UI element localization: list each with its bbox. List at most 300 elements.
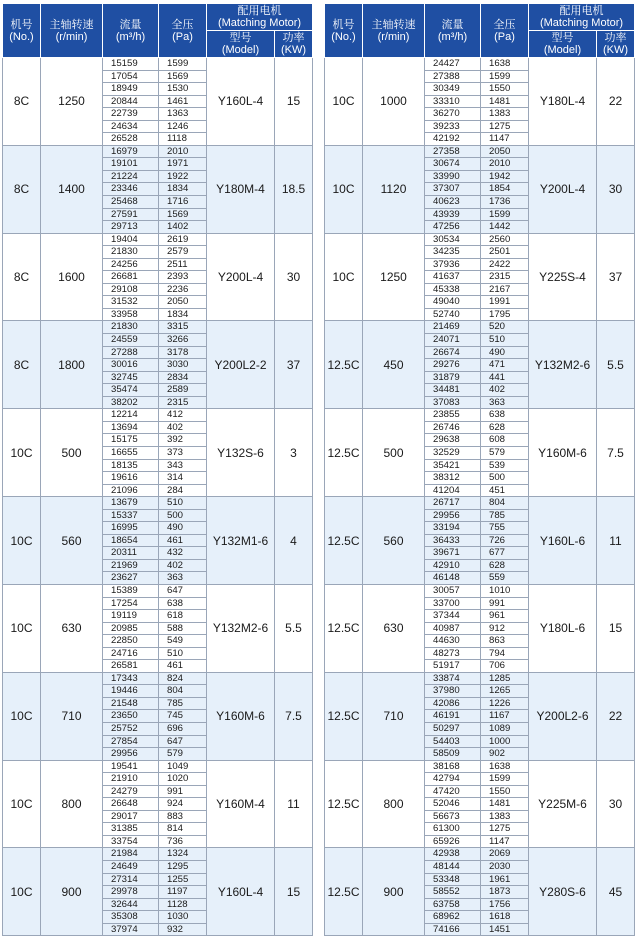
pressure-cell: 1530 — [159, 83, 207, 96]
pressure-cell: 755 — [481, 522, 529, 535]
flow-cell: 52046 — [425, 798, 481, 811]
power-cell: 30 — [275, 233, 313, 321]
pressure-cell: 3030 — [159, 359, 207, 372]
flow-cell: 19541 — [103, 760, 159, 773]
flow-cell: 33310 — [425, 95, 481, 108]
pressure-cell: 1618 — [481, 911, 529, 924]
pressure-cell: 1383 — [481, 810, 529, 823]
flow-cell: 41204 — [425, 484, 481, 497]
power-cell: 22 — [597, 58, 635, 146]
pressure-cell: 1550 — [481, 785, 529, 798]
pressure-cell: 1461 — [159, 95, 207, 108]
flow-cell: 24559 — [103, 334, 159, 347]
pressure-cell: 510 — [481, 334, 529, 347]
flow-cell: 17343 — [103, 672, 159, 685]
header-flow: 流量 (m³/h) — [425, 4, 481, 58]
flow-cell: 23627 — [103, 572, 159, 585]
flow-cell: 23346 — [103, 183, 159, 196]
header-motor-model: 型号 (Model) — [529, 31, 597, 58]
pressure-cell: 1049 — [159, 760, 207, 773]
motor-model-cell: Y225S-4 — [529, 233, 597, 321]
pressure-cell: 1147 — [481, 835, 529, 848]
flow-cell: 32745 — [103, 371, 159, 384]
pressure-cell: 1599 — [159, 58, 207, 71]
model-no-cell: 8C — [3, 233, 41, 321]
flow-cell: 37936 — [425, 258, 481, 271]
flow-cell: 49040 — [425, 296, 481, 309]
pressure-cell: 1961 — [481, 873, 529, 886]
flow-cell: 26648 — [103, 798, 159, 811]
flow-cell: 34481 — [425, 384, 481, 397]
speed-cell: 500 — [41, 409, 103, 497]
flow-cell: 31879 — [425, 371, 481, 384]
pressure-cell: 1275 — [481, 823, 529, 836]
pressure-cell: 441 — [481, 371, 529, 384]
flow-cell: 24634 — [103, 120, 159, 133]
table-row — [325, 760, 635, 773]
pressure-cell: 2010 — [159, 145, 207, 158]
flow-cell: 16979 — [103, 145, 159, 158]
pressure-cell: 510 — [159, 647, 207, 660]
model-no-cell: 8C — [3, 321, 41, 409]
power-cell: 5.5 — [597, 321, 635, 409]
flow-cell: 27358 — [425, 145, 481, 158]
pressure-cell: 510 — [159, 497, 207, 510]
pressure-cell: 471 — [481, 359, 529, 372]
flow-cell: 24071 — [425, 334, 481, 347]
flow-cell: 43939 — [425, 208, 481, 221]
power-cell: 3 — [275, 409, 313, 497]
flow-cell: 54403 — [425, 735, 481, 748]
pressure-cell: 1265 — [481, 685, 529, 698]
pressure-cell: 1226 — [481, 697, 529, 710]
table-header — [3, 4, 313, 58]
flow-cell: 37974 — [103, 923, 159, 936]
pressure-cell: 2167 — [481, 283, 529, 296]
motor-model-cell: Y132M2-6 — [207, 584, 275, 672]
pressure-cell: 961 — [481, 610, 529, 623]
motor-model-cell: Y200L2-2 — [207, 321, 275, 409]
flow-cell: 24649 — [103, 861, 159, 874]
flow-cell: 45338 — [425, 283, 481, 296]
flow-cell: 36433 — [425, 534, 481, 547]
pressure-cell: 1118 — [159, 133, 207, 146]
power-cell: 11 — [597, 497, 635, 585]
flow-cell: 29276 — [425, 359, 481, 372]
pressure-cell: 2236 — [159, 283, 207, 296]
flow-cell: 20985 — [103, 622, 159, 635]
flow-cell: 31532 — [103, 296, 159, 309]
motor-model-cell: Y132S-6 — [207, 409, 275, 497]
pressure-cell: 824 — [159, 672, 207, 685]
left-performance-table — [2, 3, 312, 936]
flow-cell: 24256 — [103, 258, 159, 271]
pressure-cell: 1030 — [159, 911, 207, 924]
pressure-cell: 677 — [481, 547, 529, 560]
flow-cell: 46191 — [425, 710, 481, 723]
flow-cell: 29713 — [103, 221, 159, 234]
flow-cell: 20844 — [103, 95, 159, 108]
speed-cell: 1800 — [41, 321, 103, 409]
table-row — [3, 145, 313, 158]
table-row — [325, 497, 635, 510]
flow-cell: 30349 — [425, 83, 481, 96]
pressure-cell: 549 — [159, 635, 207, 648]
pressure-cell: 726 — [481, 534, 529, 547]
pressure-cell: 363 — [159, 572, 207, 585]
right-performance-table — [324, 3, 634, 936]
speed-cell: 1600 — [41, 233, 103, 321]
flow-cell: 33958 — [103, 308, 159, 321]
table-row — [325, 145, 635, 158]
motor-model-cell: Y200L2-6 — [529, 672, 597, 760]
pressure-cell: 912 — [481, 622, 529, 635]
speed-cell: 1400 — [41, 145, 103, 233]
pressure-cell: 1481 — [481, 798, 529, 811]
pressure-cell: 343 — [159, 459, 207, 472]
flow-cell: 41637 — [425, 271, 481, 284]
flow-cell: 27591 — [103, 208, 159, 221]
table-row — [325, 584, 635, 597]
pressure-cell: 2619 — [159, 233, 207, 246]
pressure-cell: 3315 — [159, 321, 207, 334]
pressure-cell: 1834 — [159, 308, 207, 321]
pressure-cell: 1285 — [481, 672, 529, 685]
flow-cell: 40623 — [425, 196, 481, 209]
model-no-cell: 10C — [325, 145, 363, 233]
pressure-cell: 314 — [159, 472, 207, 485]
motor-model-cell: Y160M-4 — [207, 760, 275, 848]
power-cell: 5.5 — [275, 584, 313, 672]
flow-cell: 16995 — [103, 522, 159, 535]
flow-cell: 25752 — [103, 722, 159, 735]
pressure-cell: 1599 — [481, 70, 529, 83]
power-cell: 4 — [275, 497, 313, 585]
power-cell: 30 — [597, 760, 635, 848]
pressure-cell: 1128 — [159, 898, 207, 911]
flow-cell: 47420 — [425, 785, 481, 798]
header-power: 功率 (KW) — [597, 31, 635, 58]
table-body — [325, 58, 635, 936]
model-no-cell: 10C — [3, 497, 41, 585]
pressure-cell: 618 — [159, 610, 207, 623]
model-no-cell: 12.5C — [325, 848, 363, 936]
flow-cell: 65926 — [425, 835, 481, 848]
pressure-cell: 1550 — [481, 83, 529, 96]
header-model-no: 机号 (No.) — [3, 4, 41, 58]
flow-cell: 53348 — [425, 873, 481, 886]
flow-cell: 39671 — [425, 547, 481, 560]
flow-cell: 30674 — [425, 158, 481, 171]
speed-cell: 500 — [363, 409, 425, 497]
pressure-cell: 2560 — [481, 233, 529, 246]
motor-model-cell: Y180L-4 — [529, 58, 597, 146]
pressure-cell: 1275 — [481, 120, 529, 133]
speed-cell: 630 — [363, 584, 425, 672]
flow-cell: 42794 — [425, 773, 481, 786]
speed-cell: 560 — [363, 497, 425, 585]
pressure-cell: 520 — [481, 321, 529, 334]
pressure-cell: 1255 — [159, 873, 207, 886]
power-cell: 22 — [597, 672, 635, 760]
flow-cell: 15389 — [103, 584, 159, 597]
power-cell: 7.5 — [597, 409, 635, 497]
header-matching-motor: 配用电机 (Matching Motor) — [207, 4, 313, 31]
flow-cell: 51917 — [425, 660, 481, 673]
pressure-cell: 1481 — [481, 95, 529, 108]
header-speed: 主轴转速 (r/min) — [363, 4, 425, 58]
pressure-cell: 785 — [159, 697, 207, 710]
flow-cell: 24716 — [103, 647, 159, 660]
pressure-cell: 402 — [159, 421, 207, 434]
model-no-cell: 10C — [3, 672, 41, 760]
table-row — [3, 58, 313, 71]
pressure-cell: 932 — [159, 923, 207, 936]
pressure-cell: 1569 — [159, 70, 207, 83]
motor-model-cell: Y160M-6 — [529, 409, 597, 497]
flow-cell: 29108 — [103, 283, 159, 296]
pressure-cell: 402 — [159, 559, 207, 572]
flow-cell: 21910 — [103, 773, 159, 786]
flow-cell: 52740 — [425, 308, 481, 321]
motor-model-cell: Y200L-4 — [207, 233, 275, 321]
flow-cell: 19119 — [103, 610, 159, 623]
flow-cell: 50297 — [425, 722, 481, 735]
flow-cell: 42086 — [425, 697, 481, 710]
flow-cell: 15175 — [103, 434, 159, 447]
flow-cell: 17054 — [103, 70, 159, 83]
power-cell: 15 — [275, 848, 313, 936]
pressure-cell: 804 — [481, 497, 529, 510]
pressure-cell: 1383 — [481, 108, 529, 121]
pressure-cell: 500 — [159, 509, 207, 522]
flow-cell: 19616 — [103, 472, 159, 485]
flow-cell: 29956 — [425, 509, 481, 522]
model-no-cell: 10C — [325, 58, 363, 146]
model-no-cell: 8C — [3, 58, 41, 146]
pressure-cell: 2834 — [159, 371, 207, 384]
flow-cell: 19404 — [103, 233, 159, 246]
header-pressure: 全压 (Pa) — [159, 4, 207, 58]
flow-cell: 42192 — [425, 133, 481, 146]
model-no-cell: 12.5C — [325, 760, 363, 848]
pressure-cell: 1756 — [481, 898, 529, 911]
table-row — [3, 584, 313, 597]
header-matching-motor: 配用电机 (Matching Motor) — [529, 4, 635, 31]
power-cell: 18.5 — [275, 145, 313, 233]
flow-cell: 29017 — [103, 810, 159, 823]
speed-cell: 800 — [41, 760, 103, 848]
pressure-cell: 814 — [159, 823, 207, 836]
table-row — [325, 848, 635, 861]
model-no-cell: 12.5C — [325, 672, 363, 760]
speed-cell: 450 — [363, 321, 425, 409]
flow-cell: 20311 — [103, 547, 159, 560]
flow-cell: 36270 — [425, 108, 481, 121]
flow-cell: 34235 — [425, 246, 481, 259]
pressure-cell: 392 — [159, 434, 207, 447]
pressure-cell: 1834 — [159, 183, 207, 196]
pressure-cell: 2393 — [159, 271, 207, 284]
table-row — [3, 321, 313, 334]
flow-cell: 24427 — [425, 58, 481, 71]
pressure-cell: 1324 — [159, 848, 207, 861]
flow-cell: 21224 — [103, 170, 159, 183]
pressure-cell: 1638 — [481, 58, 529, 71]
pressure-cell: 696 — [159, 722, 207, 735]
pressure-cell: 1246 — [159, 120, 207, 133]
header-power: 功率 (KW) — [275, 31, 313, 58]
header-speed: 主轴转速 (r/min) — [41, 4, 103, 58]
pressure-cell: 402 — [481, 384, 529, 397]
pressure-cell: 2315 — [159, 396, 207, 409]
pressure-cell: 1569 — [159, 208, 207, 221]
flow-cell: 38202 — [103, 396, 159, 409]
pressure-cell: 785 — [481, 509, 529, 522]
pressure-cell: 1599 — [481, 773, 529, 786]
flow-cell: 22850 — [103, 635, 159, 648]
speed-cell: 900 — [41, 848, 103, 936]
flow-cell: 23650 — [103, 710, 159, 723]
model-no-cell: 12.5C — [325, 497, 363, 585]
pressure-cell: 1089 — [481, 722, 529, 735]
flow-cell: 35421 — [425, 459, 481, 472]
table-row — [325, 233, 635, 246]
pressure-cell: 579 — [159, 748, 207, 761]
flow-cell: 39233 — [425, 120, 481, 133]
model-no-cell: 10C — [325, 233, 363, 321]
pressure-cell: 1942 — [481, 170, 529, 183]
flow-cell: 27854 — [103, 735, 159, 748]
table-row — [3, 672, 313, 685]
pressure-cell: 2030 — [481, 861, 529, 874]
pressure-cell: 1716 — [159, 196, 207, 209]
motor-model-cell: Y160L-6 — [529, 497, 597, 585]
flow-cell: 18654 — [103, 534, 159, 547]
pressure-cell: 924 — [159, 798, 207, 811]
pressure-cell: 461 — [159, 660, 207, 673]
pressure-cell: 1971 — [159, 158, 207, 171]
pressure-cell: 1010 — [481, 584, 529, 597]
flow-cell: 33874 — [425, 672, 481, 685]
motor-model-cell: Y200L-4 — [529, 145, 597, 233]
pressure-cell: 647 — [159, 735, 207, 748]
power-cell: 37 — [275, 321, 313, 409]
motor-model-cell: Y132M2-6 — [529, 321, 597, 409]
pressure-cell: 461 — [159, 534, 207, 547]
pressure-cell: 991 — [481, 597, 529, 610]
flow-cell: 27388 — [425, 70, 481, 83]
pressure-cell: 2010 — [481, 158, 529, 171]
flow-cell: 40987 — [425, 622, 481, 635]
speed-cell: 630 — [41, 584, 103, 672]
pressure-cell: 608 — [481, 434, 529, 447]
flow-cell: 42938 — [425, 848, 481, 861]
flow-cell: 26746 — [425, 421, 481, 434]
table-row — [325, 58, 635, 71]
flow-cell: 26674 — [425, 346, 481, 359]
pressure-cell: 373 — [159, 446, 207, 459]
speed-cell: 800 — [363, 760, 425, 848]
pressure-cell: 1638 — [481, 760, 529, 773]
pressure-cell: 3266 — [159, 334, 207, 347]
speed-cell: 710 — [363, 672, 425, 760]
flow-cell: 24279 — [103, 785, 159, 798]
pressure-cell: 2069 — [481, 848, 529, 861]
table-header — [325, 4, 635, 58]
flow-cell: 27288 — [103, 346, 159, 359]
flow-cell: 26681 — [103, 271, 159, 284]
model-no-cell: 10C — [3, 584, 41, 672]
flow-cell: 30534 — [425, 233, 481, 246]
flow-cell: 37980 — [425, 685, 481, 698]
flow-cell: 74166 — [425, 923, 481, 936]
flow-cell: 19446 — [103, 685, 159, 698]
pressure-cell: 1020 — [159, 773, 207, 786]
header-pressure: 全压 (Pa) — [481, 4, 529, 58]
pressure-cell: 804 — [159, 685, 207, 698]
model-no-cell: 10C — [3, 848, 41, 936]
flow-cell: 18135 — [103, 459, 159, 472]
power-cell: 15 — [275, 58, 313, 146]
flow-cell: 21984 — [103, 848, 159, 861]
flow-cell: 38168 — [425, 760, 481, 773]
header-model-no: 机号 (No.) — [325, 4, 363, 58]
table-body — [3, 58, 313, 936]
flow-cell: 48273 — [425, 647, 481, 660]
pressure-cell: 991 — [159, 785, 207, 798]
pressure-cell: 1991 — [481, 296, 529, 309]
power-cell: 45 — [597, 848, 635, 936]
table-row — [3, 409, 313, 422]
flow-cell: 16655 — [103, 446, 159, 459]
pressure-cell: 1402 — [159, 221, 207, 234]
pressure-cell: 647 — [159, 584, 207, 597]
model-no-cell: 12.5C — [325, 584, 363, 672]
flow-cell: 22739 — [103, 108, 159, 121]
flow-cell: 37307 — [425, 183, 481, 196]
table-row — [325, 409, 635, 422]
speed-cell: 1000 — [363, 58, 425, 146]
flow-cell: 42910 — [425, 559, 481, 572]
power-cell: 30 — [597, 145, 635, 233]
flow-cell: 58552 — [425, 886, 481, 899]
motor-model-cell: Y280S-6 — [529, 848, 597, 936]
flow-cell: 38312 — [425, 472, 481, 485]
table-row — [3, 497, 313, 510]
model-no-cell: 10C — [3, 760, 41, 848]
table-row — [325, 321, 635, 334]
model-no-cell: 10C — [3, 409, 41, 497]
model-no-cell: 12.5C — [325, 321, 363, 409]
flow-cell: 35474 — [103, 384, 159, 397]
flow-cell: 44630 — [425, 635, 481, 648]
flow-cell: 26528 — [103, 133, 159, 146]
pressure-cell: 1922 — [159, 170, 207, 183]
pressure-cell: 2422 — [481, 258, 529, 271]
pressure-cell: 1167 — [481, 710, 529, 723]
flow-cell: 30016 — [103, 359, 159, 372]
speed-cell: 1250 — [363, 233, 425, 321]
flow-cell: 13679 — [103, 497, 159, 510]
flow-cell: 48144 — [425, 861, 481, 874]
flow-cell: 33754 — [103, 835, 159, 848]
motor-model-cell: Y132M1-6 — [207, 497, 275, 585]
flow-cell: 13694 — [103, 421, 159, 434]
flow-cell: 25468 — [103, 196, 159, 209]
pressure-cell: 1295 — [159, 861, 207, 874]
pressure-cell: 1147 — [481, 133, 529, 146]
